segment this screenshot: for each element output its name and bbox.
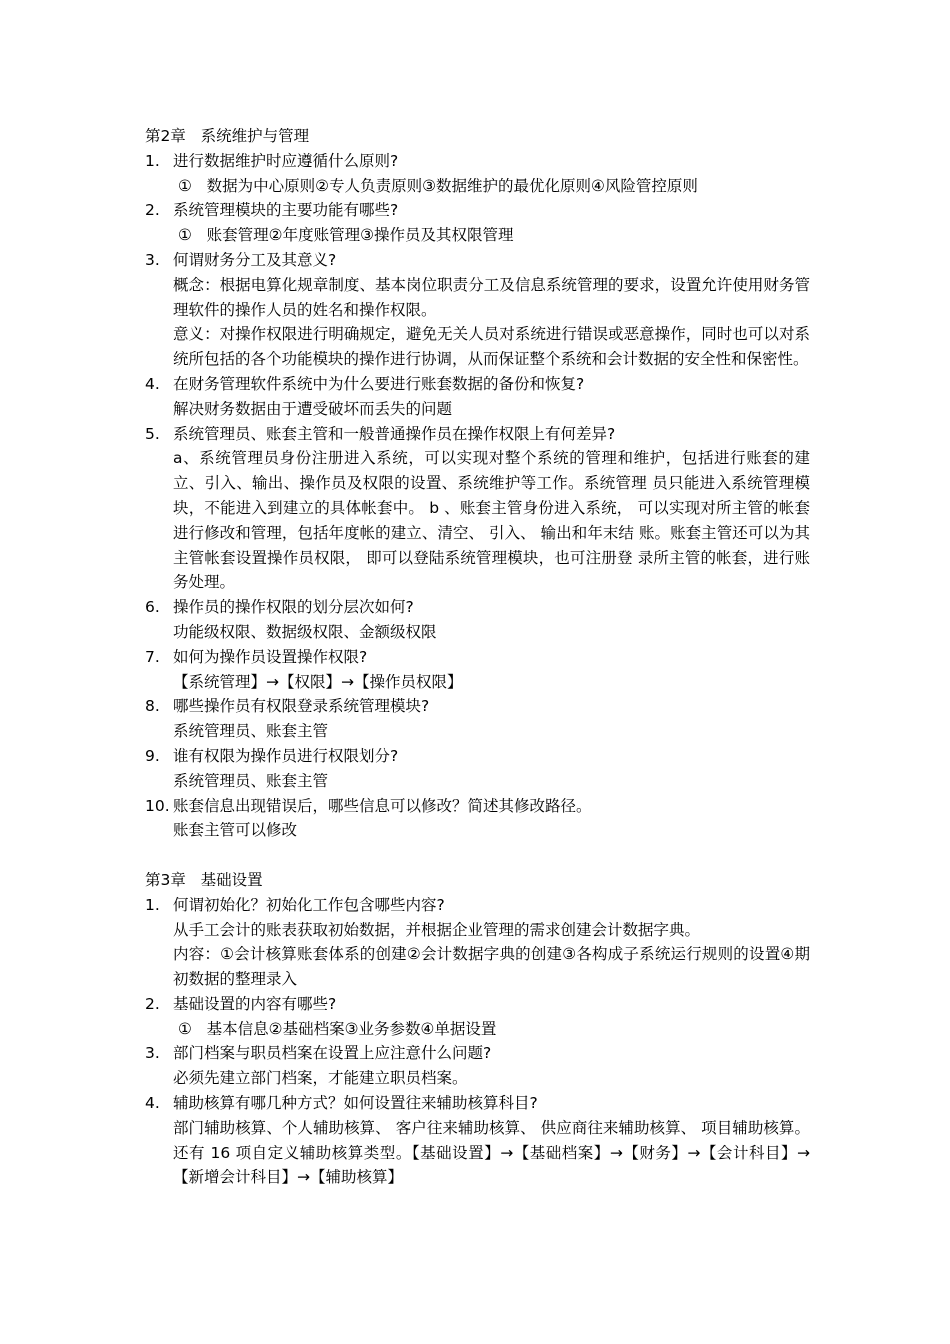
answer-text: a、系统管理员身份注册进入系统，可以实现对整个系统的管理和维护，包括进行账套的建立、引入、输出、操作员及权限的设置、系统维护等工作。系统管理 员只能进入系统管理模块，不能进入到建立的具体帐套中。 b 、账套主管身份进入系统， 可以实现对所主管的帐套进行修改和管理，包括年度帐的建立、清空、 引入、 输出和年末结 账。账套主管还可以为其主管帐套设置操作员权限， 即可以登陆系统管理模块，也可注册登 录所主管的帐套，进行账务处理。 [173,449,810,592]
answer-text: 账套主管可以修改 [173,821,298,840]
answer-text: 内容：①会计核算账套体系的创建②会计数据字典的创建③各构成子系统运行规则的设置④期初数据的整理录入 [173,945,810,989]
question-number: 2. [145,201,160,220]
answer-text: 解决财务数据由于遭受破坏而丢失的问题 [173,399,453,418]
chapter-title: 第3章 基础设置 [145,870,263,889]
question-item [145,645,810,670]
question-number: 1. [145,895,160,914]
answer-text: 必须先建立部门档案，才能建立职员档案。 [173,1069,468,1088]
answer-text: 系统管理员、账套主管 [173,771,329,790]
question-number: 5. [145,424,160,443]
question-text: 系统管理模块的主要功能有哪些? [173,201,399,220]
answer-text: 从手工会计的账表获取初始数据，并根据企业管理的需求创建会计数据字典。 [173,920,701,939]
answer-text: ① 账套管理②年度账管理③操作员及其权限管理 [178,226,514,245]
question-number: 3. [145,1044,160,1063]
question-item [145,149,810,174]
question-number: 10. [145,796,170,815]
question-number: 4. [145,374,160,393]
question-item [145,198,810,223]
question-number: 9. [145,746,160,765]
answer-text: 概念：根据电算化规章制度、基本岗位职责分工及信息系统管理的要求，设置允许使用财务管理软件的操作人员的姓名和操作权限。 [173,275,810,319]
chapter-3-section [145,868,810,1190]
question-number: 4. [145,1094,160,1113]
question-text: 账套信息出现错误后，哪些信息可以修改？简述其修改路径。 [173,796,592,815]
question-number: 8. [145,697,160,716]
question-item [145,794,810,819]
chapter-title: 第2章 系统维护与管理 [145,127,310,145]
question-item [145,1091,810,1116]
question-text: 基础设置的内容有哪些? [173,994,337,1013]
question-text: 在财务管理软件系统中为什么要进行账套数据的备份和恢复? [173,374,585,393]
answer-text: 系统管理员、账套主管 [173,722,329,741]
question-number: 7. [145,647,160,666]
question-item [145,1041,810,1066]
question-item [145,992,810,1017]
question-number: 3. [145,250,160,269]
question-item [145,422,810,447]
question-item [145,372,810,397]
question-text: 哪些操作员有权限登录系统管理模块? [173,697,430,716]
question-number: 1. [145,151,160,170]
question-item [145,248,810,273]
answer-text: 意义：对操作权限进行明确规定，避免无关人员对系统进行错误或恶意操作，同时也可以对系统所包括的各个功能模块的操作进行协调，从而保证整个系统和会计数据的安全性和保密性。 [173,325,810,369]
answer-text: 【系统管理】→【权限】→【操作员权限】 [173,672,463,691]
question-item [145,744,810,769]
answer-text: ① 基本信息②基础档案③业务参数④单据设置 [178,1019,497,1038]
question-number: 6. [145,598,160,617]
section-gap [145,843,810,868]
question-number: 2. [145,994,160,1013]
question-text: 如何为操作员设置操作权限? [173,647,368,666]
answer-text: ① 数据为中心原则②专人负责原则③数据维护的最优化原则④风险管控原则 [178,176,698,195]
question-text: 谁有权限为操作员进行权限划分? [173,746,399,765]
question-text: 进行数据维护时应遵循什么原则? [173,151,399,170]
question-text: 辅助核算有哪几种方式？如何设置往来辅助核算科目? [173,1094,538,1113]
question-item [145,694,810,719]
question-text: 系统管理员、账套主管和一般普通操作员在操作权限上有何差异? [173,424,616,443]
question-text: 何谓初始化？初始化工作包含哪些内容? [173,895,445,914]
question-item [145,595,810,620]
chapter-2-section [145,124,810,843]
answer-text: 部门辅助核算、个人辅助核算、 客户往来辅助核算、 供应商往来辅助核算、 项目辅助核算。 还有 16 项自定义辅助核算类型。【基础设置】→【基础档案】→【财务】→【会计科目】→【新增会计科目】→【辅助核算】 [173,1118,810,1187]
question-text: 操作员的操作权限的划分层次如何? [173,598,414,617]
question-text: 何谓财务分工及其意义? [173,250,337,269]
document-content [145,124,810,1190]
answer-text: 功能级权限、数据级权限、金额级权限 [173,622,437,641]
question-text: 部门档案与职员档案在设置上应注意什么问题? [173,1044,492,1063]
question-item [145,893,810,918]
